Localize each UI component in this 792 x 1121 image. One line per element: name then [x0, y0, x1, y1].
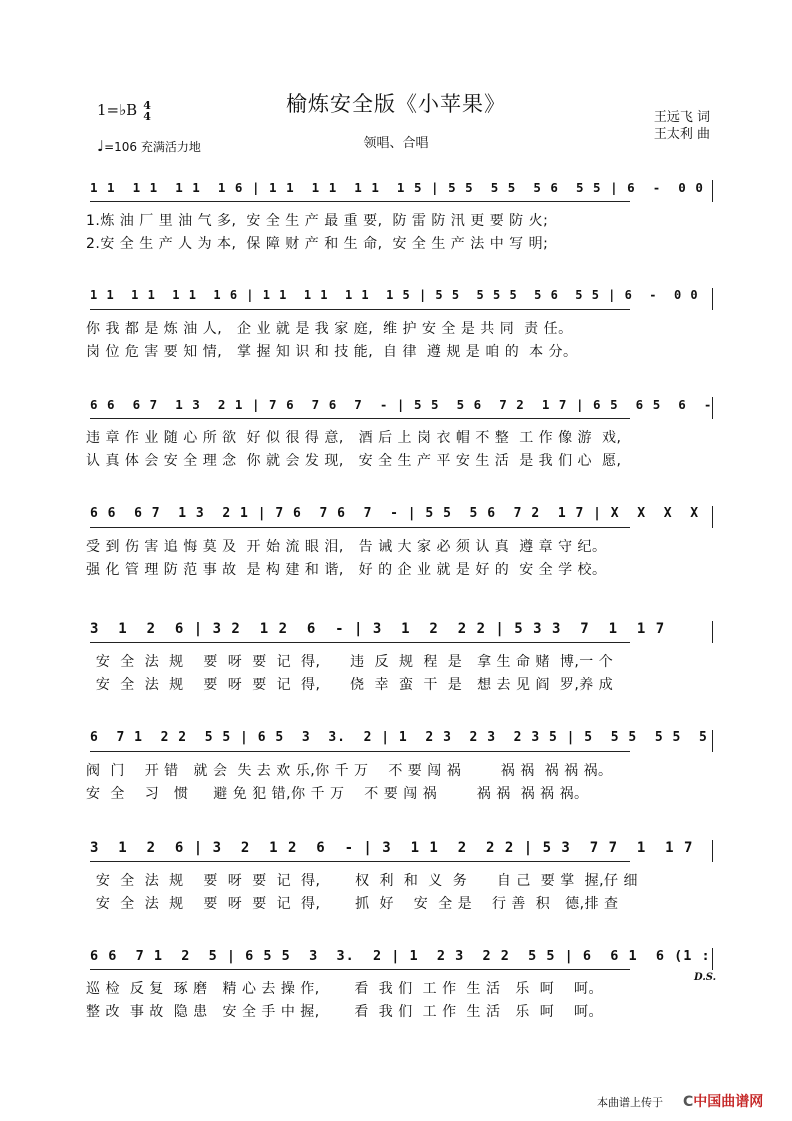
lyric-verse-1: 巡 检 反 复 琢 磨 精 心 去 操 作, 看 我 们 工 作 生 活 乐 呵 呵。 [86, 981, 604, 997]
time-numerator: 4 [143, 99, 151, 112]
lyric-verse-1: 受 到 伤 害 追 悔 莫 及 开 始 流 眼 泪, 告 诫 大 家 必 须 认 真 遵 章 守 纪。 [86, 539, 607, 555]
bar-line [712, 506, 713, 528]
jianpu-notes: 3 1 2 6 | 3 2 1 2 6 - | 3 1 1 2 2 2 | 5 3 7 7 1 1 7 [90, 840, 694, 856]
jianpu-notes: 6 6 7 1 2 5 | 6 5 5 3 3. 2 | 1 2 3 2 2 5 5 | 6 6 1 6 (1 : [90, 948, 711, 964]
page-title: 榆炼安全版《小苹果》 [286, 92, 506, 116]
lyric-verse-2: 认 真 体 会 安 全 理 念 你 就 会 发 现, 安 全 生 产 平 安 生 活 是 我 们 心 愿, [86, 453, 622, 469]
key-signature [97, 100, 151, 122]
time-signature [143, 100, 151, 122]
jianpu-notes: 3 1 2 6 | 3 2 1 2 6 - | 3 1 2 2 2 | 5 3 3 7 1 1 7 [90, 621, 666, 637]
bar-line [712, 621, 713, 643]
logo-text: 中国曲谱网 [693, 1094, 764, 1110]
key-label: 1=♭B [97, 101, 138, 119]
notation-row [90, 730, 715, 752]
lyric-verse-2: 整 改 事 故 隐 患 安 全 手 中 握, 看 我 们 工 作 生 活 乐 呵 呵。 [86, 1004, 604, 1020]
jianpu-notes: 6 6 6 7 1 3 2 1 | 7 6 7 6 7 - | 5 5 5 6 7 2 1 7 | 6 5 6 5 6 - [90, 397, 713, 412]
jianpu-notes: 6 7 1 2 2 5 5 | 6 5 3 3. 2 | 1 2 3 2 3 2 3 5 | 5 5 5 5 5 5 [90, 730, 708, 745]
beam-line [90, 969, 630, 970]
lyric-verse-2: 安 全 法 规 要 呀 要 记 得, 侥 幸 蛮 干 是 想 去 见 阎 罗,养 成 [86, 677, 614, 693]
beam-line [90, 309, 630, 310]
lyric-verse-1: 你 我 都 是 炼 油 人, 企 业 就 是 我 家 庭, 维 护 安 全 是 共 同 责 任。 [86, 321, 573, 337]
notation-row [90, 948, 715, 970]
lyricist-credit: 王远飞 词 [653, 110, 710, 125]
lyric-verse-1: 安 全 法 规 要 呀 要 记 得, 权 利 和 义 务 自 己 要 掌 握,仔 细 [86, 873, 639, 889]
quarter-note-icon: ♩ [97, 137, 105, 155]
lyric-verse-1: 1.炼 油 厂 里 油 气 多, 安 全 生 产 最 重 要, 防 雷 防 汛 更 要 防 火; [86, 213, 549, 229]
jianpu-notes: 1 1 1 1 1 1 1 6 | 1 1 1 1 1 1 1 5 | 5 5 5 5 5 6 5 5 | 6 - 0 0 [90, 180, 704, 195]
time-denominator: 4 [143, 110, 151, 123]
lyric-verse-2: 安 全 法 规 要 呀 要 记 得, 抓 好 安 全 是 行 善 积 德,排 查 [86, 896, 619, 912]
lyric-verse-1: 安 全 法 规 要 呀 要 记 得, 违 反 规 程 是 拿 生 命 赌 博,一 个 [86, 654, 614, 670]
composer-credit: 王太利 曲 [653, 127, 710, 142]
tempo-text: =106 充满活力地 [104, 140, 201, 154]
lyric-verse-2: 2.安 全 生 产 人 为 本, 保 障 财 产 和 生 命, 安 全 生 产 法 中 写 明; [86, 236, 549, 252]
bar-line [712, 948, 713, 970]
footer-text: 本曲谱上传于 [597, 1096, 663, 1109]
beam-line [90, 861, 630, 862]
lyric-verse-1: 违 章 作 业 随 心 所 欲 好 似 很 得 意, 酒 后 上 岗 衣 帽 不 整 工 作 像 游 戏, [86, 430, 622, 446]
jianpu-notes: 1 1 1 1 1 1 1 6 | 1 1 1 1 1 1 1 5 | 5 5 5 5 5 5 6 5 5 | 6 - 0 0 [90, 288, 699, 302]
beam-line [90, 527, 630, 528]
lyric-verse-2: 岗 位 危 害 要 知 情, 掌 握 知 识 和 技 能, 自 律 遵 规 是 咱 的 本 分。 [86, 344, 578, 360]
bar-line [712, 288, 713, 310]
lyric-verse-2: 强 化 管 理 防 范 事 故 是 构 建 和 谐, 好 的 企 业 就 是 好 的 安 全 学 校。 [86, 562, 607, 578]
bar-line [712, 730, 713, 752]
bar-line [712, 397, 713, 419]
beam-line [90, 642, 630, 643]
beam-line [90, 201, 630, 202]
tempo-marking [97, 137, 201, 155]
notation-row [90, 288, 715, 310]
bar-line [712, 180, 713, 202]
logo-c-icon: C [683, 1094, 694, 1110]
site-logo [683, 1091, 763, 1111]
beam-line [90, 418, 630, 419]
jianpu-notes: 6 6 6 7 1 3 2 1 | 7 6 7 6 7 - | 5 5 5 6 7 2 1 7 | X X X X [90, 506, 700, 521]
notation-row [90, 180, 715, 202]
lyric-verse-1: 阀 门 开 错 就 会 失 去 欢 乐,你 千 万 不 要 闯 祸 祸 祸 祸 祸 祸。 [86, 763, 613, 779]
bar-line [712, 840, 713, 862]
lyric-verse-2: 安 全 习 惯 避 免 犯 错,你 千 万 不 要 闯 祸 祸 祸 祸 祸 祸。 [86, 786, 589, 802]
beam-line [90, 751, 630, 752]
notation-row [90, 397, 715, 419]
subtitle: 领唱、合唱 [363, 136, 429, 151]
ds-mark: D.S. [694, 972, 717, 983]
notation-row [90, 621, 715, 643]
notation-row [90, 506, 715, 528]
notation-row [90, 840, 715, 862]
